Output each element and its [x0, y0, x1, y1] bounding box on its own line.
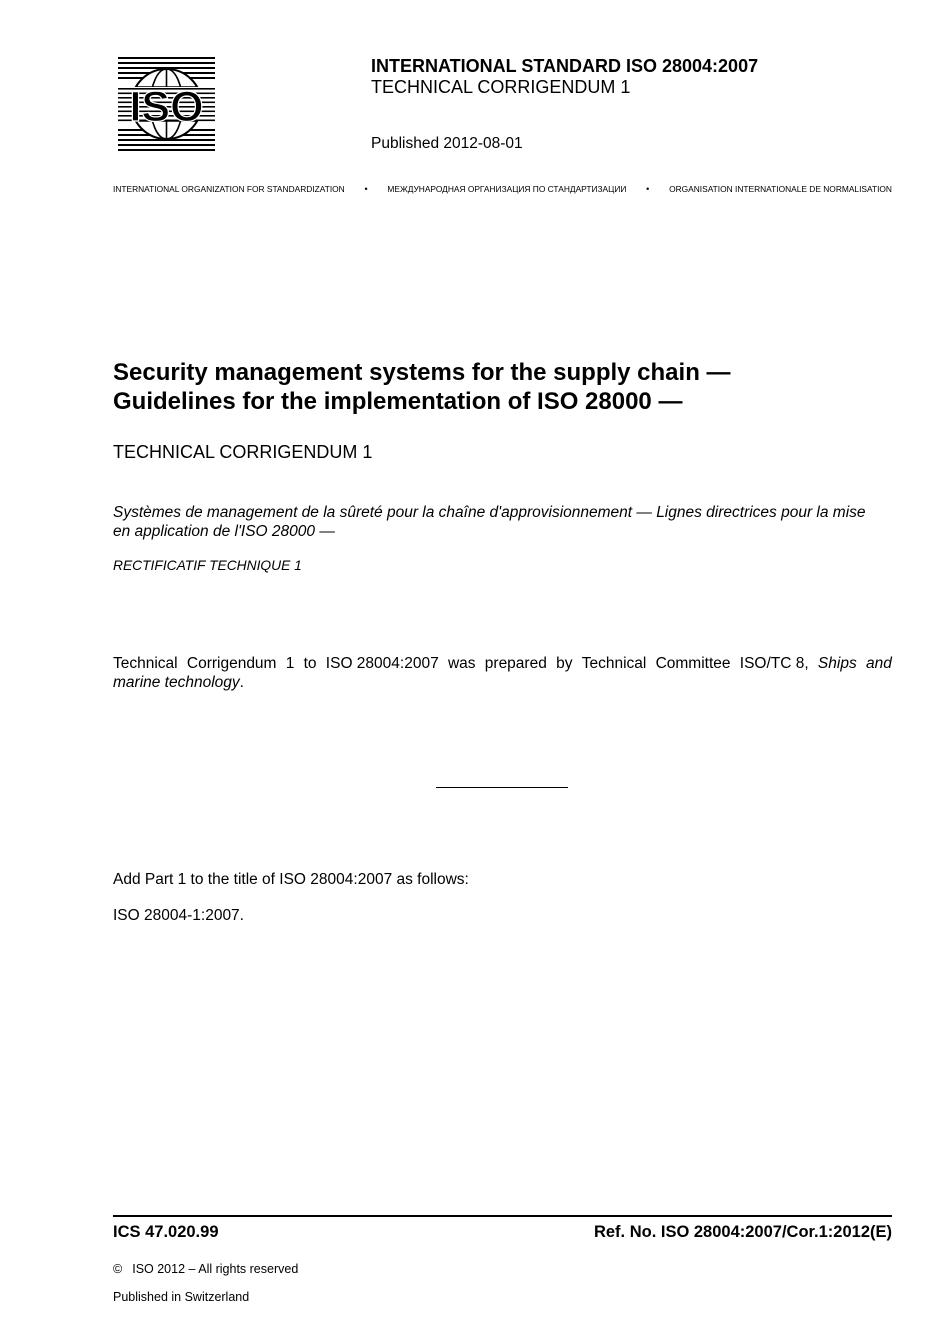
paragraph-word: ISO/TC 8, [739, 655, 809, 672]
published-in: Published in Switzerland [113, 1290, 250, 1304]
org-name-french: ORGANISATION INTERNATIONALE DE NORMALISATION [669, 184, 892, 194]
document-title-line-2: Guidelines for the implementation of ISO 28000 — [113, 388, 683, 415]
paragraph-word: to [303, 655, 317, 672]
rectificatif-label: RECTIFICATIF TECHNIQUE 1 [113, 558, 302, 573]
standard-subtitle: TECHNICAL CORRIGENDUM 1 [371, 77, 631, 97]
logo-text: ISO [129, 83, 204, 131]
paragraph-word: Technical [581, 655, 647, 672]
amendment-instruction: Add Part 1 to the title of ISO 28004:2007 as follows: [113, 871, 469, 888]
paragraph-word: Corrigendum [186, 655, 277, 672]
org-name-english: INTERNATIONAL ORGANIZATION FOR STANDARDIZATION [113, 184, 345, 194]
paragraph-word-italic: and [865, 655, 892, 672]
amendment-value: ISO 28004-1:2007. [113, 907, 244, 924]
document-title [113, 358, 903, 416]
paragraph-word: prepared [484, 655, 547, 672]
corrigendum-label: TECHNICAL CORRIGENDUM 1 [113, 442, 373, 462]
iso-logo [118, 57, 215, 151]
sentence-end: . [239, 674, 244, 691]
standard-title: INTERNATIONAL STANDARD ISO 28004:2007 [371, 56, 759, 76]
paragraph-word: Committee [655, 655, 731, 672]
copyright-icon: © [113, 1262, 123, 1276]
document-title-line-1: Security management systems for the supply chain — [113, 359, 731, 386]
french-title-line-2: en application de l'ISO 28000 — [113, 523, 335, 540]
paragraph-word: was [447, 655, 476, 672]
paragraph-word-italic: Ships [817, 655, 857, 672]
section-separator-line [436, 787, 568, 788]
french-title [113, 503, 893, 541]
ics-code: ICS 47.020.99 [113, 1223, 219, 1241]
published-date: Published 2012-08-01 [371, 135, 523, 152]
footer-rule [113, 1215, 892, 1217]
org-separator: • [364, 184, 368, 194]
reference-number: Ref. No. ISO 28004:2007/Cor.1:2012(E) [593, 1223, 892, 1241]
paragraph-word: 1 [285, 655, 295, 672]
paragraph-word: Technical [113, 655, 178, 672]
prepared-by-line-1 [113, 654, 892, 673]
french-title-line-1: Systèmes de management de la sûreté pour la chaîne d'approvisionnement — Lignes directrices pour la mise [113, 504, 866, 521]
prepared-by-paragraph [113, 654, 892, 692]
paragraph-word: ISO 28004:2007 [325, 655, 439, 672]
prepared-by-line-2 [113, 673, 892, 692]
org-name-russian: МЕЖДУНАРОДНАЯ ОРГАНИЗАЦИЯ ПО СТАНДАРТИЗАЦИИ [387, 184, 627, 194]
copyright-notice [113, 1261, 298, 1277]
paragraph-word: by [556, 655, 573, 672]
committee-name-italic: marine technology [113, 674, 240, 691]
copyright-text: ISO 2012 – All rights reserved [132, 1262, 299, 1276]
organization-names [113, 183, 892, 195]
iso-globe-logo-icon [118, 57, 215, 151]
org-separator: • [646, 184, 650, 194]
